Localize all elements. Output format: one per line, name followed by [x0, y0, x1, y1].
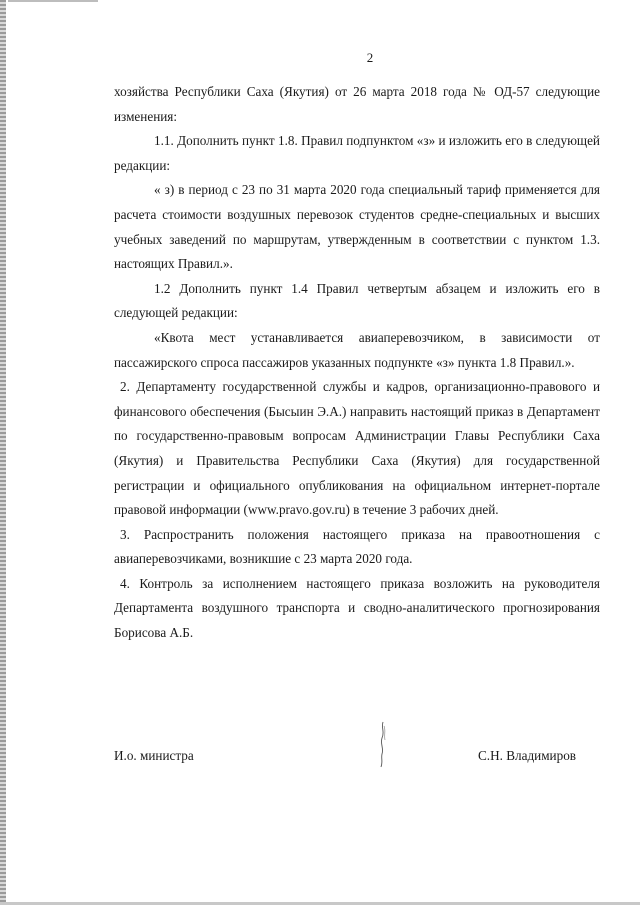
- paragraph-subpoint-z: « з) в период с 23 по 31 марта 2020 года специальный тариф применяется для расчета стоимости воздушных перевозок студентов средне-специальных и высших учебных заведений по маршрутам, утвержденным в соответствии с пунктом 1.3. настоящих Правил.».: [114, 182, 600, 272]
- handwritten-signature: [372, 720, 392, 770]
- signatory-position: И.о. министра: [114, 748, 194, 763]
- paragraph-1-2: 1.2 Дополнить пункт 1.4 Правил четвертым абзацем и изложить его в следующей редакции:: [114, 280, 600, 321]
- paragraph-2: 2. Департаменту государственной службы и кадров, организационно-правового и финансового обеспечения (Бысыин Э.А.) направить настоящий приказ в Департамент по государственно-правовым вопросам Администрации Главы Республики Саха (Якутия) и Правительства Республики Саха (Якутия) для государственной регистрации и официального опубликования на официальном интернет-портале правовой информации (www.pravo.gov.ru) в течение 3 рабочих дней.: [114, 379, 600, 518]
- document-body: [114, 80, 600, 646]
- paragraph-1-1: 1.1. Дополнить пункт 1.8. Правил подпунктом «з» и изложить его в следующей редакции:: [114, 133, 600, 173]
- paragraph-3: 3. Распространить положения настоящего приказа на правоотношения с авиаперевозчиками, возникшие с 23 марта 2020 года.: [114, 526, 600, 567]
- paragraph-intro: хозяйства Республики Саха (Якутия) от 26 марта 2018 года № ОД-57 следующие изменения:: [114, 84, 600, 124]
- signatory-name: С.Н. Владимиров: [478, 748, 577, 763]
- paragraph-4: 4. Контроль за исполнением настоящего приказа возложить на руководителя Департамента воздушного транспорта и сводно-аналитического прогнозирования Борисова А.Б.: [114, 575, 600, 641]
- scan-edge-top: [8, 0, 98, 2]
- paragraph-quota: «Квота мест устанавливается авиаперевозчиком, в зависимости от пассажирского спроса пассажиров указанных подпункте «з» пункта 1.8 Правил.».: [114, 329, 600, 370]
- page-number: 2: [366, 50, 374, 65]
- scan-edge-left: [0, 0, 6, 905]
